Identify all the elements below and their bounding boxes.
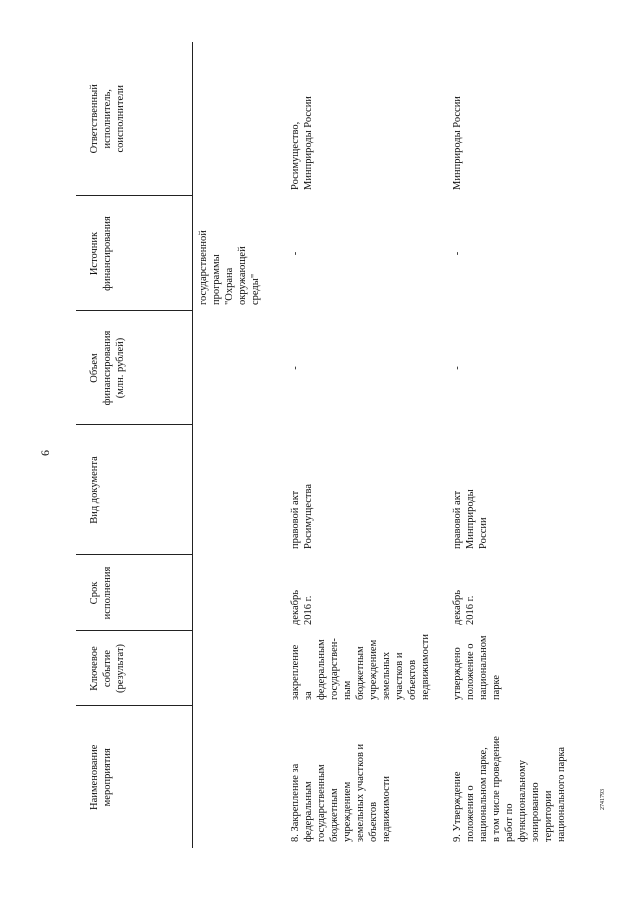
header-executor: Ответственный исполнитель, соисполнители (76, 42, 193, 196)
cell-event: утверждено положение о национальном парке (452, 635, 502, 700)
table-header-row (76, 42, 193, 848)
header-name: Наименование мероприятия (76, 706, 193, 848)
cell-executor: Росимущество, Минприроды России (290, 96, 314, 190)
cell-name: 9. Утверждение положения о национальном парке, в том числе проведение работ по функциональному зонированию территории национального парка (452, 736, 567, 842)
page-number: 6 (38, 450, 52, 456)
cell-event (193, 631, 286, 706)
cell-source: государственной программы "Охрана окружающей среды" (198, 230, 261, 305)
cell-term (193, 555, 286, 631)
cell-name (193, 706, 286, 848)
cell-executor: Минприроды России (452, 96, 463, 190)
header-term: Срок исполнения (76, 555, 193, 631)
cell-executor (193, 42, 286, 196)
activities-table (76, 42, 601, 848)
header-doc-type: Вид документа (76, 425, 193, 555)
document-code: 2741793 (600, 789, 606, 810)
cell-term: декабрь 2016 г. (290, 590, 314, 625)
cell-source: - (290, 251, 301, 256)
cell-amount (193, 311, 286, 425)
cell-doc-type: правовой акт Росимущества (290, 484, 314, 549)
table-row (285, 42, 447, 848)
header-amount: Объем финансирования (млн. рублей) (76, 311, 193, 425)
cell-name: 8. Закрепление за федеральным государственным бюджетным учреждением земельных участков и объектов недвижимости (290, 743, 392, 842)
header-event: Ключевое событие (результат) (76, 631, 193, 706)
cell-amount: - (452, 366, 463, 370)
rotated-table-area (76, 42, 616, 848)
cell-doc-type (193, 425, 286, 555)
cell-event: закрепление за федеральным государствен- ным бюджетным учреждением земельных участков и объектов недвижимости (290, 634, 431, 700)
cell-amount: - (290, 366, 301, 370)
cell-term: декабрь 2016 г. (452, 590, 476, 625)
table-row (447, 42, 601, 848)
cell-doc-type: правовой акт Минприроды России (452, 489, 489, 549)
header-source: Источник финансирования (76, 196, 193, 311)
cell-source: - (452, 251, 463, 256)
table-row (193, 42, 286, 848)
